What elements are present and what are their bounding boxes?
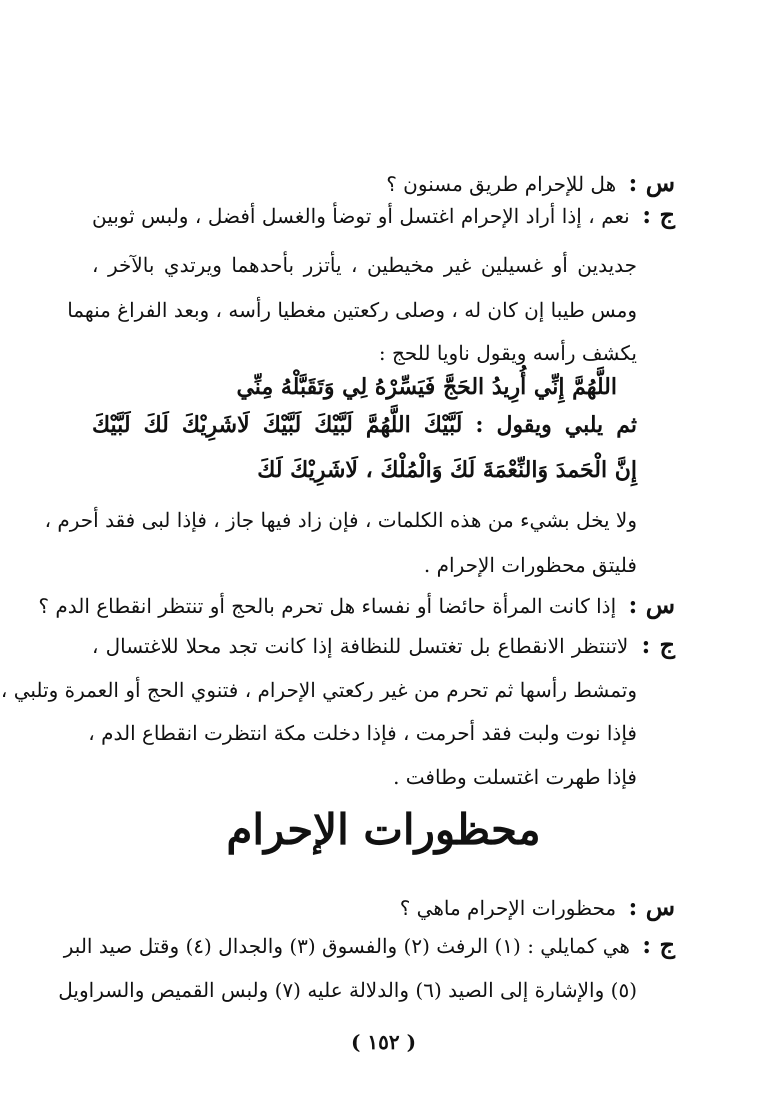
answer-line	[63, 930, 675, 961]
answer-text: لاتنتظر الانقطاع بل تغتسل للنظافة إذا كانت تجد محلا للاغتسال ،	[92, 634, 629, 658]
line-text: فإذا نوت ولبت فقد أحرمت ، فإذا دخلت مكة انتظرت انقطاع الدم ،	[88, 721, 637, 745]
question-marker: س :	[628, 892, 675, 921]
text-line	[88, 718, 637, 748]
dua-text: اللَّهُمَّ إِنِّي أُرِيدُ الحَجَّ فَيَسِّرْهُ لِي وَتَقَبَّلْهُ مِنِّي	[236, 374, 617, 400]
line-text: ومس طيبا إن كان له ، وصلى ركعتين مغطيا رأسه ، وبعد الفراغ منهما	[67, 298, 637, 322]
talbiyah-text: إِنَّ الْحَمدَ وَالنِّعْمَةَ لَكَ وَالْمُلْكَ ، لَاشَرِيْكَ لَكَ	[257, 457, 637, 483]
question-text: محظورات الإحرام ماهي ؟	[399, 896, 617, 920]
answer-line	[92, 630, 675, 661]
text-line	[92, 338, 637, 368]
answer-line	[92, 200, 675, 231]
answer-text: هي كمايلي : (١) الرفث (٢) والفسوق (٣) والجدال (٤) وقتل صيد البر	[63, 934, 630, 958]
question-line	[92, 892, 675, 923]
line-text: فليتق محظورات الإحرام .	[423, 553, 637, 577]
answer-marker: ج :	[642, 200, 676, 229]
text-line	[0, 675, 637, 705]
text-line	[92, 250, 637, 280]
line-text: يكشف رأسه ويقول ناويا للحج :	[378, 341, 637, 365]
talbiyah-line	[92, 455, 637, 485]
line-text: جديدين أو غسيلين غير مخيطين ، يأتزر بأحدهما ويرتدي بالآخر ،	[92, 253, 637, 277]
question-text: هل للإحرام طريق مسنون ؟	[386, 172, 617, 196]
page-number: ( ١٥٢ )	[350, 1030, 417, 1054]
text-line	[44, 505, 637, 535]
answer-text: نعم ، إذا أراد الإحرام اغتسل أو توضأ والغسل أفضل ، ولبس ثوبين	[92, 204, 630, 228]
line-text: وتمشط رأسها ثم تحرم من غير ركعتي الإحرام ، فتنوي الحج أو العمرة وتلبي ،	[0, 678, 637, 702]
line-text: (٥) والإشارة إلى الصيد (٦) والدلالة عليه (٧) ولبس القميص والسراويل	[58, 978, 637, 1002]
answer-marker: ج :	[641, 630, 675, 659]
text-line	[92, 550, 637, 580]
text-line	[92, 762, 637, 792]
line-text: فإذا طهرت اغتسلت وطافت .	[393, 765, 637, 789]
section-heading: محظورات الإحرام	[226, 805, 541, 854]
text-line	[58, 975, 637, 1005]
question-line	[38, 590, 675, 621]
talbiyah-text: ثم يلبي ويقول : لَبَّيْكَ اللَّهُمَّ لَبَّيْكَ لَبَّيْكَ لَاشَرِيْكَ لَكَ لَبَّيْكَ	[92, 412, 637, 438]
text-line	[67, 295, 637, 325]
dua-line	[92, 372, 617, 402]
talbiyah-line	[92, 410, 637, 440]
question-line	[92, 168, 675, 199]
question-text: إذا كانت المرأة حائضا أو نفساء هل تحرم بالحج أو تنتظر انقطاع الدم ؟	[38, 594, 617, 618]
question-marker: س :	[628, 168, 675, 197]
answer-marker: ج :	[642, 930, 675, 959]
line-text: ولا يخل بشيء من هذه الكلمات ، فإن زاد فيها جاز ، فإذا لبى فقد أحرم ،	[44, 508, 637, 532]
question-marker: س :	[628, 590, 675, 619]
